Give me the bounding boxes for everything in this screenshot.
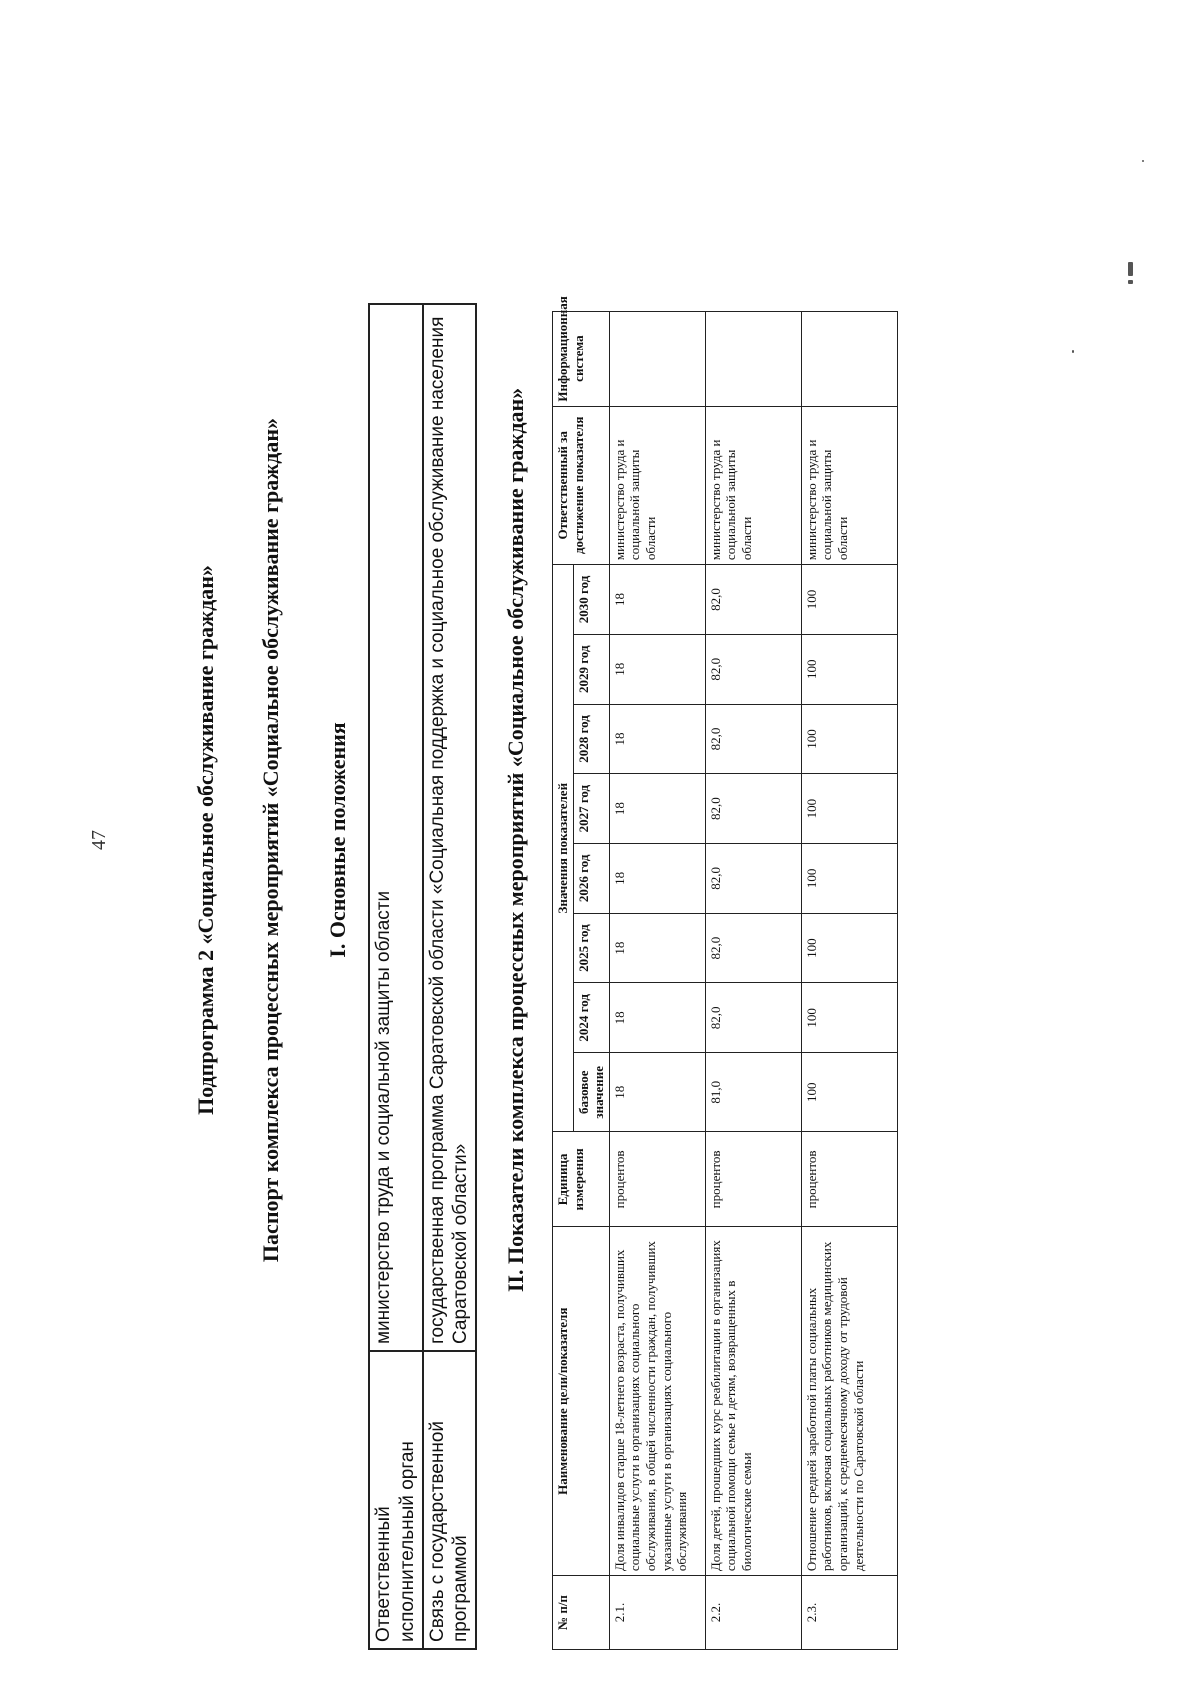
col-header-year: 2029 год: [573, 634, 609, 704]
row-num: 2.2.: [705, 1576, 801, 1650]
col-header-base: базовое значение: [573, 1053, 609, 1132]
year-value: 18: [609, 704, 705, 774]
info-system-cell: [705, 311, 801, 406]
year-value: 82,0: [705, 913, 801, 983]
year-value: 82,0: [705, 844, 801, 914]
table-row: [705, 50, 801, 1650]
state-program-link-label: Связь с государственной программой: [423, 1351, 477, 1649]
year-value: 100: [801, 774, 897, 844]
col-header-year: 2024 год: [573, 983, 609, 1053]
year-value: 100: [801, 844, 897, 914]
table-row: [369, 304, 423, 1649]
year-value: 82,0: [705, 704, 801, 774]
scan-speck: [1072, 350, 1074, 353]
year-value: 18: [609, 983, 705, 1053]
col-header-year: 2027 год: [573, 774, 609, 844]
col-header-values-group: Значения показателей: [553, 565, 574, 1132]
col-header-year: 2030 год: [573, 565, 609, 635]
section2-title: II. Показатели комплекса процессных мероприятий «Социальное обслуживание граждан»: [503, 387, 528, 1293]
year-value: 100: [801, 565, 897, 635]
subprogram-title: Подпрограмма 2 «Социальное обслуживание граждан»: [193, 565, 218, 1115]
state-program-link-value: государственная программа Саратовской области «Социальная поддержка и социальное обслуживание населения Саратовской области»: [423, 304, 477, 1351]
table-row: [801, 50, 897, 1650]
year-value: 100: [801, 634, 897, 704]
responsible-cell: министерство труда и социальной защиты области: [705, 406, 801, 564]
year-value: 18: [609, 913, 705, 983]
year-value: 18: [609, 565, 705, 635]
indicator-name: Доля детей, прошедших курс реабилитации в организациях социальной помощи семье и детям, возвращенных в биологические семьи: [705, 1227, 801, 1576]
table-row: [423, 304, 477, 1649]
scan-speck: [1128, 280, 1133, 284]
year-value: 100: [801, 704, 897, 774]
col-header-num: № п/п: [553, 1576, 610, 1650]
base-value: 100: [801, 1053, 897, 1132]
header-row: [553, 50, 574, 1650]
indicators-table: [552, 50, 898, 1650]
table-row: [609, 50, 705, 1650]
passport-title: Паспорт комплекса процессных мероприятий «Социальное обслуживание граждан»: [258, 417, 283, 1263]
scan-speck: [1128, 262, 1133, 276]
year-value: 82,0: [705, 634, 801, 704]
col-header-year: 2025 год: [573, 913, 609, 983]
year-value: 18: [609, 774, 705, 844]
responsible-body-value: министерство труда и социальной защиты области: [369, 304, 423, 1351]
year-value: 82,0: [705, 983, 801, 1053]
col-header-year: 2028 год: [573, 704, 609, 774]
col-header-info-system: Информационная система: [553, 311, 610, 406]
col-header-unit: Единица измерения: [553, 1132, 610, 1227]
row-num: 2.1.: [609, 1576, 705, 1650]
year-value: 100: [801, 913, 897, 983]
base-value: 18: [609, 1053, 705, 1132]
col-header-responsible: Ответственный за достижение показателя: [553, 406, 610, 564]
year-value: 18: [609, 844, 705, 914]
col-header-year: 2026 год: [573, 844, 609, 914]
section1-title: I. Основные положения: [325, 722, 350, 958]
year-value: 18: [609, 634, 705, 704]
basic-provisions-table: [368, 303, 477, 1650]
indicator-name: Отношение средней заработной платы социальных работников, включая социальных работников медицинских организаций, к среднемесячному доходу от трудовой деятельности по Саратовской области: [801, 1227, 897, 1576]
rotated-landscape-page: [20, 30, 1180, 1650]
responsible-cell: министерство труда и социальной защиты области: [801, 406, 897, 564]
row-num: 2.3.: [801, 1576, 897, 1650]
year-value: 82,0: [705, 774, 801, 844]
blank-area: [553, 50, 610, 311]
info-system-cell: [609, 311, 705, 406]
year-value: 100: [801, 983, 897, 1053]
base-value: 81,0: [705, 1053, 801, 1132]
scan-speck: [1142, 160, 1144, 162]
year-value: 82,0: [705, 565, 801, 635]
col-header-name: Наименование цели/показателя: [553, 1227, 610, 1576]
indicator-name: Доля инвалидов старше 18-летнего возраста, получивших социальные услуги в организациях социального обслуживания, в общей численности граждан, получивших указанные услуги в организациях социального обслуживания: [609, 1227, 705, 1576]
page-number: 47: [88, 830, 110, 850]
unit-cell: процентов: [801, 1132, 897, 1227]
responsible-cell: министерство труда и социальной защиты области: [609, 406, 705, 564]
unit-cell: процентов: [705, 1132, 801, 1227]
responsible-body-label: Ответственный исполнительный орган: [369, 1351, 423, 1649]
info-system-cell: [801, 311, 897, 406]
unit-cell: процентов: [609, 1132, 705, 1227]
